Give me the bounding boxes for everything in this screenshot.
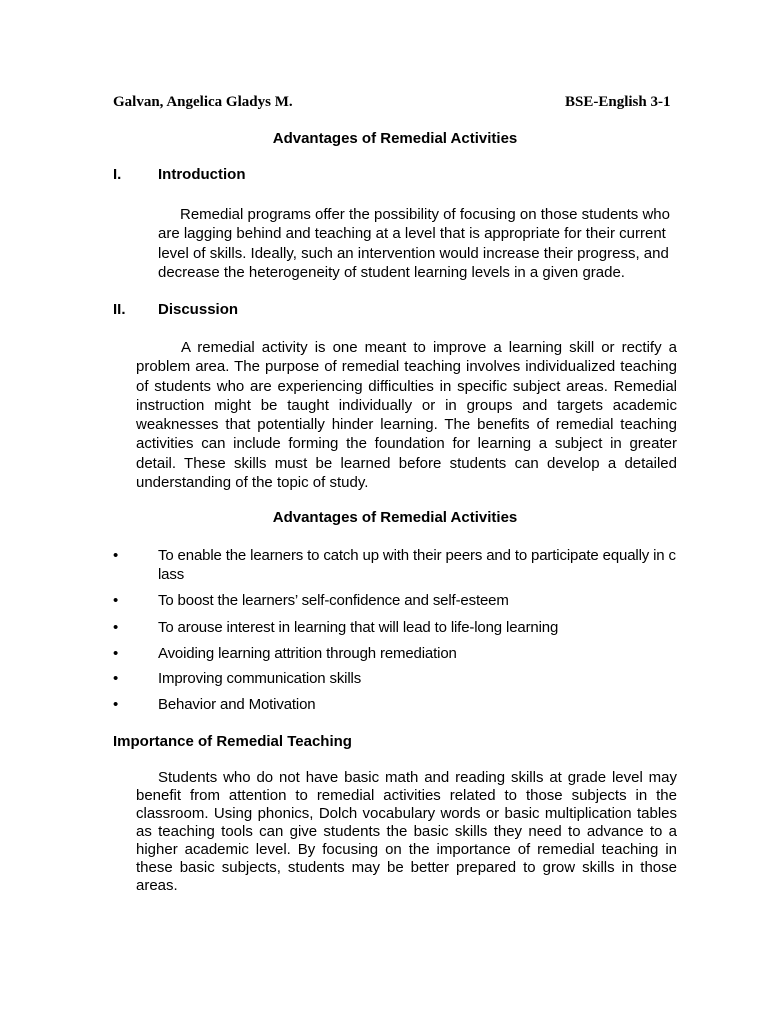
list-item: [113, 695, 683, 714]
section-1-numeral: I.: [113, 166, 122, 183]
importance-paragraph: Students who do not have basic math and reading skills at grade level may benefit from attention to remedial activities related to those subjects in the classroom. Using phonics, Dolch vocabulary words or basic multiplication tables as teaching tools can give students the basic skills they need to advance to a higher academic level. By focusing on the importance of remedial teaching in these basic subjects, students may be better prepared to grow skills in those areas.: [136, 769, 677, 894]
list-item-text: To arouse interest in learning that will lead to life-long learning: [158, 619, 559, 636]
course-section: BSE-English 3-1: [565, 94, 671, 110]
bullet-icon: •: [113, 547, 119, 564]
bullet-icon: •: [113, 670, 119, 687]
section-1-heading: Introduction: [158, 166, 246, 183]
list-item: [113, 669, 683, 688]
author-name: Galvan, Angelica Gladys M.: [113, 94, 293, 110]
bullet-icon: •: [113, 592, 119, 609]
section-2-numeral: II.: [113, 301, 126, 318]
bullet-icon: •: [113, 619, 119, 636]
introduction-paragraph: Remedial programs offer the possibility of focusing on those students who are lagging behind and teaching at a level that is appropriate for their current level of skills. Ideally, such an intervention would increase their progress, and decrease the heterogeneity of student learning levels in a given grade.: [158, 206, 670, 281]
page-title: Advantages of Remedial Activities: [272, 130, 518, 147]
section-2-heading: Discussion: [158, 301, 239, 318]
list-item: [113, 546, 683, 584]
list-item-text: Avoiding learning attrition through remediation: [158, 645, 457, 662]
list-item-text: Improving communication skills: [158, 670, 362, 687]
bullet-icon: •: [113, 696, 119, 713]
importance-heading: Importance of Remedial Teaching: [113, 733, 352, 750]
bullet-icon: •: [113, 645, 119, 662]
list-item-text: To boost the learners’ self-confidence and self-esteem: [158, 592, 509, 609]
list-item: [113, 591, 683, 610]
advantages-heading: Advantages of Remedial Activities: [272, 509, 518, 526]
list-item-text: Behavior and Motivation: [158, 696, 316, 713]
discussion-paragraph: A remedial activity is one meant to improve a learning skill or rectify a problem area. The purpose of remedial teaching involves individualized teaching of students who are experiencing difficulties in specific subject areas. Remedial instruction might be taught individually or in groups and targets academic weaknesses that potentially hinder learning. The benefits of remedial teaching activities can include forming the foundation for learning a subject in greater detail. These skills must be learned before students can develop a detailed understanding of the topic of study.: [136, 339, 677, 492]
list-item-text: To enable the learners to catch up with their peers and to participate equally in c lass: [158, 547, 676, 583]
list-item: [113, 644, 683, 663]
list-item: [113, 618, 683, 637]
